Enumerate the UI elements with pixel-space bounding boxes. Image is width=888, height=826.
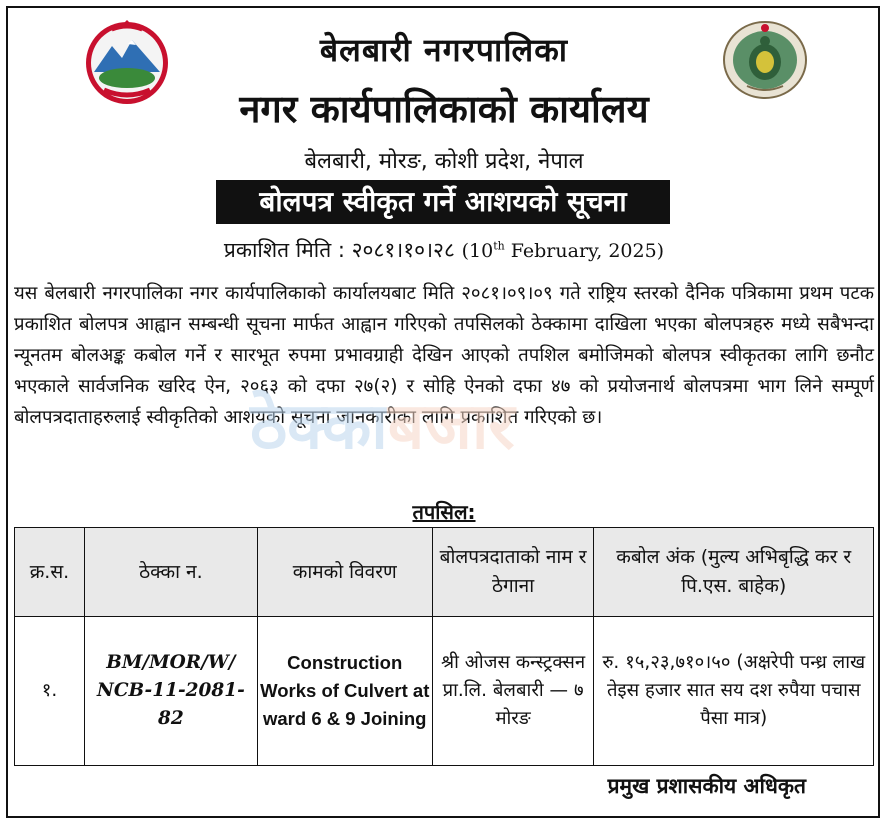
details-table	[14, 527, 874, 766]
notice-body	[14, 278, 874, 433]
notice-body-paragraph: यस बेलबारी नगरपालिका नगर कार्यपालिकाको कार्यालयबाट मिति २०८१।०९।०९ गते राष्ट्रिय स्तरको दैनिक पत्रिकामा प्रथम पटक प्रकाशित बोलपत्र आह्वान सम्बन्धी सूचना मार्फत आह्वान गरिएको तपसिलको ठेक्कामा दाखिला भएका बोलपत्रहरु मध्ये सबैभन्दा न्यूनतम बोलअङ्क कबोल गर्ने र सारभूत रुपमा प्रभावग्राही देखिन आएको तपशिल बमोजिमको बोलपत्र स्वीकृतका लागि छनौट भएकाले सार्वजनिक खरिद ऐन, २०६३ को दफा २७(२) र सोहि ऐनको दफा ४७ को प्रयोजनार्थ बोलपत्रमा भाग लिने सम्पूर्ण बोलपत्रदाताहरुलाई स्वीकृतिको आशयको सूचना जानकारीका लागि प्रकाशित गरिएको छ।	[14, 283, 874, 428]
header-sn: क्र.स.	[15, 528, 85, 617]
header-description: कामको विवरण	[257, 528, 432, 617]
published-date-english	[462, 240, 665, 262]
signature-title: प्रमुख प्रशासकीय अधिकृत	[607, 774, 806, 798]
municipality-name: बेलबारी नगरपालिका	[319, 31, 569, 69]
table-header-row	[15, 528, 874, 617]
english-date-rest: February, 2025)	[504, 240, 665, 262]
watermark-part1: ठेक्का	[250, 390, 388, 464]
cell-contract-no: BM/MOR/W/ NCB-11-2081-82	[84, 617, 257, 766]
english-date-day: (10	[461, 240, 494, 262]
header-bidder: बोलपत्रदाताको नाम र ठेगाना	[432, 528, 594, 617]
cell-amount: रु. १५,२३,७१०।५० (अक्षरेपी पन्ध्र लाख तेइस हजार सात सय दश रुपैया पचास पैसा मात्र)	[594, 617, 874, 766]
header-amount: कबोल अंक (मुल्य अभिबृद्धि कर र पि.एस. बाहेक)	[594, 528, 874, 617]
english-date-suffix: th	[493, 239, 505, 253]
notice-title-banner: बोलपत्र स्वीकृत गर्ने आशयको सूचना	[216, 180, 670, 224]
cell-bidder: श्री ओजस कन्स्ट्रक्सन प्रा.लि. बेलबारी — ७ मोरङ	[432, 617, 594, 766]
details-heading: तपसिल:	[412, 500, 476, 524]
header-contract-no: ठेक्का न.	[84, 528, 257, 617]
published-date-nepali: प्रकाशित मिति : २०८१।१०।२८	[223, 238, 455, 262]
watermark-part2: बजार	[387, 390, 515, 464]
cell-description: Construction Works of Culvert at ward 6 & 9 Joining	[257, 617, 432, 766]
cell-sn: १.	[15, 617, 85, 766]
office-address: बेलबारी, मोरङ, कोशी प्रदेश, नेपाल	[304, 149, 584, 174]
table-row	[15, 617, 874, 766]
office-name: नगर कार्यपालिकाको कार्यालय	[239, 87, 649, 131]
published-date	[0, 236, 888, 264]
